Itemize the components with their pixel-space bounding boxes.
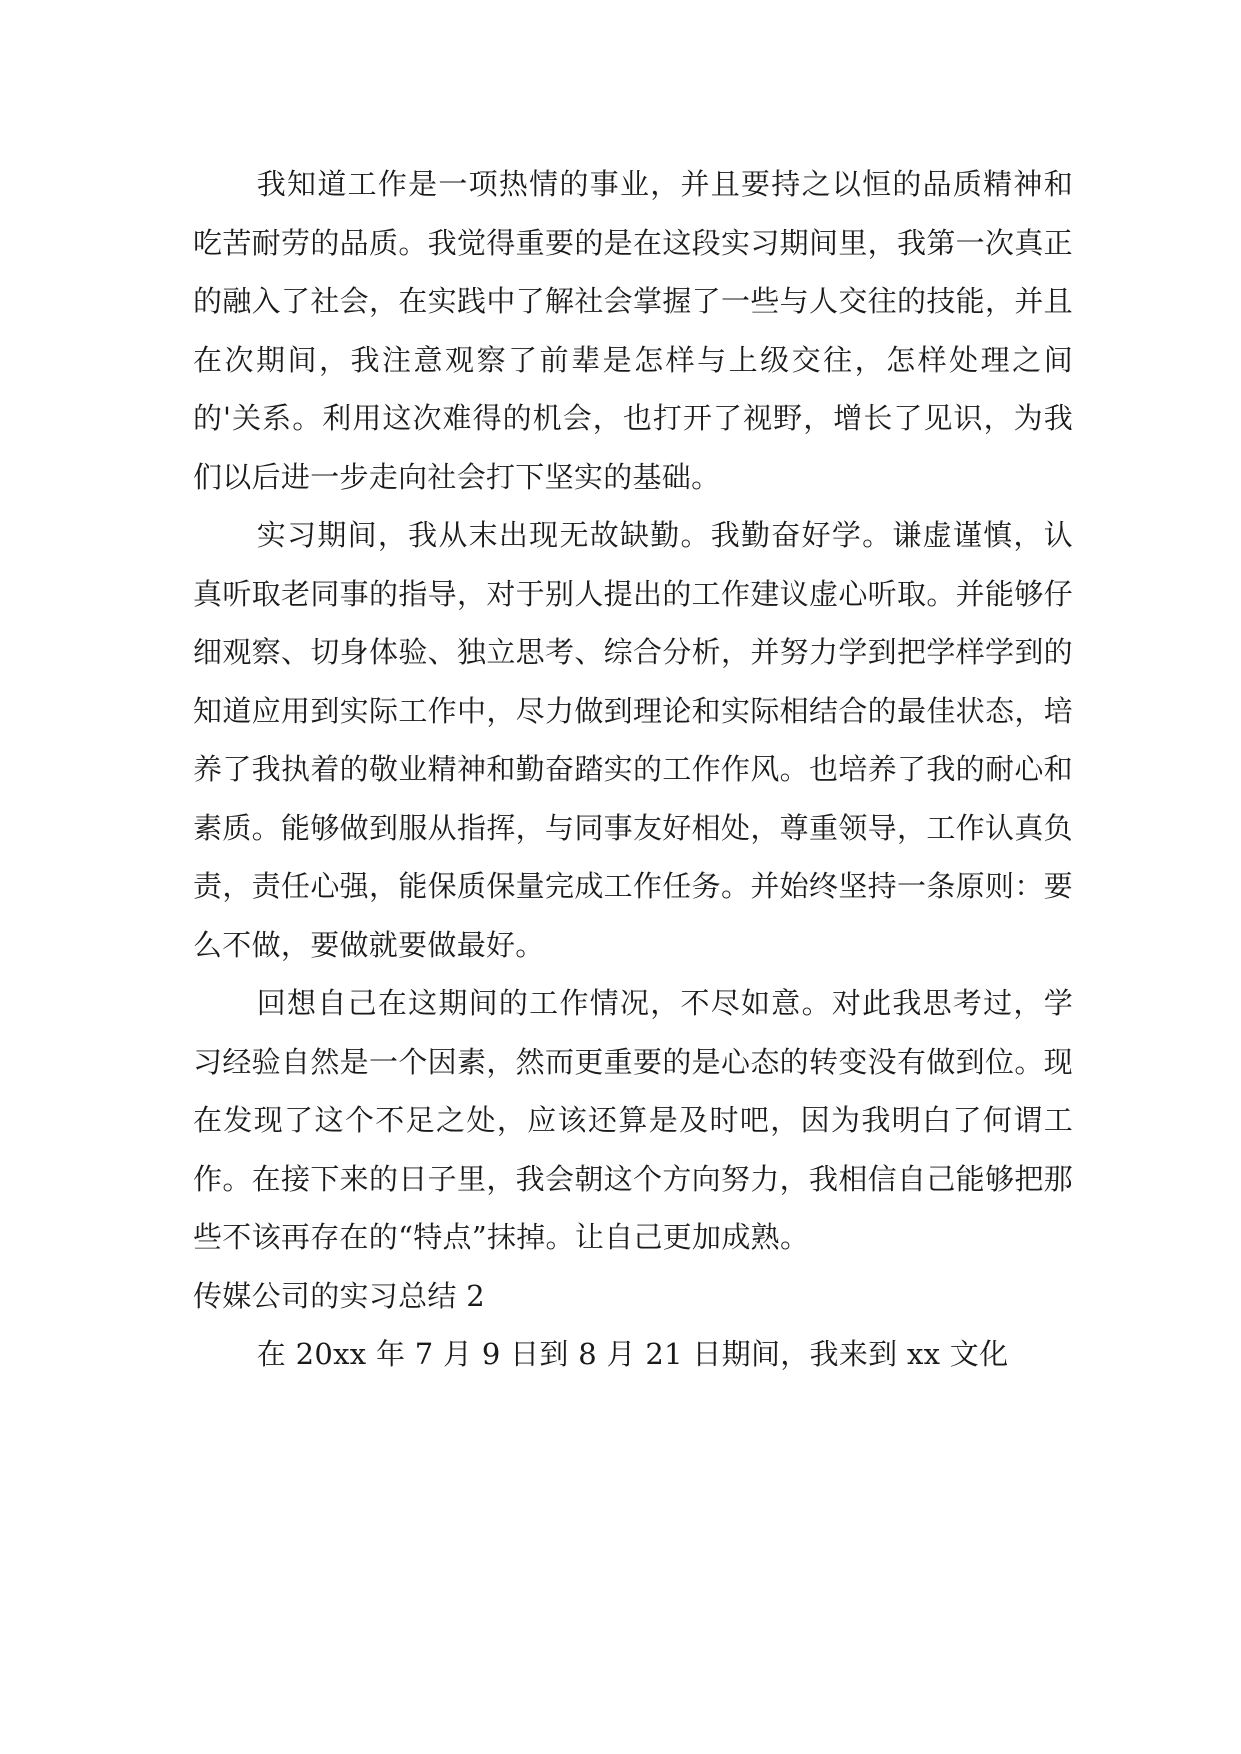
section-heading: 传媒公司的实习总结 2 <box>193 1278 485 1313</box>
paragraph-4: 在 20xx 年 7 月 9 日到 8 月 21 日期间，我来到 xx 文化 <box>256 1337 1009 1371</box>
paragraph-1: 我知道工作是一项热情的事业，并且要持之以恒的品质精神和吃苦耐劳的品质。我觉得重要的是在这段实习期间里，我第一次真正的融入了社会，在实践中了解社会掌握了一些与人交往的技能，并且在次期间，我注意观察了前辈是怎样与上级交往，怎样处理之间的'关系。利用这次难得的机会，也打开了视野，增长了见识，为我们以后进一步走向社会打下坚实的基础。 <box>193 167 1073 494</box>
paragraph-2: 实习期间，我从末出现无故缺勤。我勤奋好学。谦虚谨慎，认真听取老同事的指导，对于别人提出的工作建议虚心听取。并能够仔细观察、切身体验、独立思考、综合分析，并努力学到把学样学到的知道应用到实际工作中，尽力做到理论和实际相结合的最佳状态，培养了我执着的敬业精神和勤奋踏实的工作作风。也培养了我的耐心和素质。能够做到服从指挥，与同事友好相处，尊重领导，工作认真负责，责任心强，能保质保量完成工作任务。并始终坚持一条原则：要么不做，要做就要做最好。 <box>193 518 1073 962</box>
paragraph-3: 回想自己在这期间的工作情况，不尽如意。对此我思考过，学习经验自然是一个因素，然而更重要的是心态的转变没有做到位。现在发现了这个不足之处，应该还算是及时吧，因为我明白了何谓工作。在接下来的日子里，我会朝这个方向努力，我相信自己能够把那些不该再存在的“特点”抹掉。让自己更加成熟。 <box>193 986 1073 1254</box>
document-body <box>193 155 1073 1384</box>
